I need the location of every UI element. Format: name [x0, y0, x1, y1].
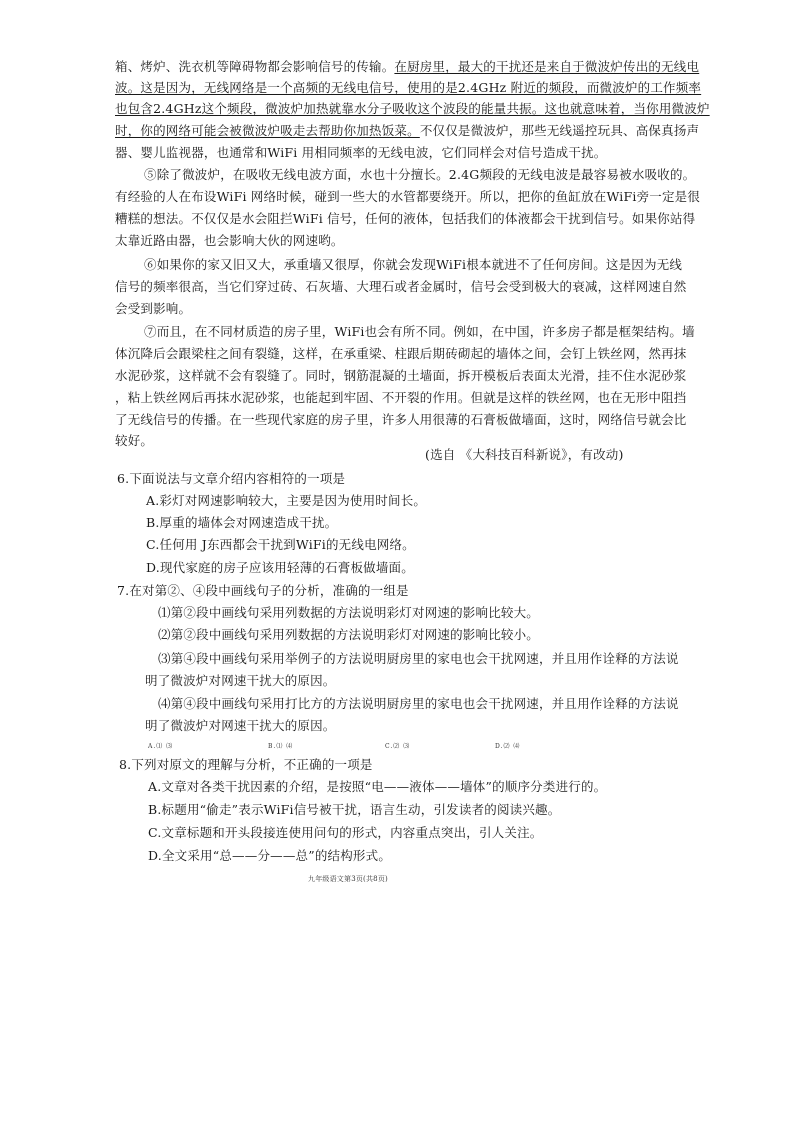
passage-line: ，粘上铁丝网后再抹水泥砂浆，也能起到牢固、不开裂的作用。但就是这样的铁丝网，也在无形中阻挡 [115, 390, 687, 405]
page-footer: 九年级语文第3页(共8页) [308, 875, 388, 883]
passage-line: 了无线信号的传播。在一些现代家庭的房子里，许多人用很薄的石膏板做墙面，这时，网络信号就会比 [115, 412, 687, 427]
passage-line: 水泥砂浆，这样就不会有裂缝了。同时，钢筋混凝的土墙面，拆开模板后表面太光滑，挂不住水泥砂浆 [115, 368, 687, 383]
passage-line: ⑦而且，在不同材质造的房子里，WiFi也会有所不同。例如，在中国，许多房子都是框架结构。墙 [144, 324, 695, 339]
choice-option: D.⑵ ⑷ [495, 743, 521, 750]
passage-line: 太靠近路由器，也会影响大伙的网速哟。 [115, 233, 344, 248]
answer-option: D.全文采用“总——分——总”的结构形式。 [148, 848, 392, 863]
answer-option: C.任何用 J东西都会干扰到WiFi的无线电网络。 [146, 537, 415, 552]
analysis-item: ⑷第④段中画线句采用打比方的方法说明厨房里的家电也会干扰网速，并且用作诠释的方法说 [158, 696, 679, 711]
passage-line: 有经验的人在布设WiFi 网络时候，碰到一些大的水管都要绕开。所以，把你的鱼缸放在WiFi旁一定是很 [115, 189, 701, 204]
passage-line: 信号的频率很高，当它们穿过砖、石灰墙、大理石或者金属时，信号会受到极大的衰减，这样网速自然 [115, 279, 687, 294]
passage-line: 会受到影响。 [115, 301, 192, 316]
analysis-item: 明了微波炉对网速干扰大的原因。 [145, 718, 336, 733]
answer-option: B.标题用“偷走”表示WiFi信号被干扰，语言生动，引发读者的阅读兴趣。 [148, 802, 561, 817]
analysis-item: 明了微波炉对网速干扰大的原因。 [145, 673, 336, 688]
passage-line: 时，你的网络可能会被微波炉吸走去帮助你加热饭菜。不仅仅是微波炉，那些无线遥控玩具、高保真扬声 [115, 123, 700, 138]
answer-option: C.文章标题和开头段接连使用问句的形式，内容重点突出，引人关注。 [148, 825, 543, 840]
choice-option: B.⑴ ⑷ [268, 743, 294, 750]
passage-line: 较好。 [115, 433, 154, 448]
answer-option: D.现代家庭的房子应该用轻薄的石膏板做墙面。 [146, 560, 414, 575]
analysis-item: ⑴第②段中画线句采用列数据的方法说明彩灯对网速的影响比较大。 [158, 605, 540, 620]
choice-option: C.⑵ ⑶ [385, 743, 411, 750]
passage-line: 也包含2.4GHz这个频段，微波炉加热就靠水分子吸收这个波段的能量共振。这也就意味着，当你用微波炉 [115, 101, 710, 116]
passage-line: 箱、烤炉、洗衣机等障碍物都会影响信号的传输。在厨房里，最大的干扰还是来自于微波炉传出的无线电 [115, 59, 700, 74]
passage-line: 糟糕的想法。不仅仅是水会阻拦WiFi 信号，任何的液体，包括我们的体液都会干扰到信号。如果你站得 [115, 211, 696, 226]
answer-option: A.文章对各类干扰因素的介绍，是按照“电——液体——墙体”的顺序分类进行的。 [148, 779, 607, 794]
analysis-item: ⑶第④段中画线句采用举例子的方法说明厨房里的家电也会干扰网速，并且用作诠释的方法说 [158, 651, 679, 666]
analysis-item: ⑵第②段中画线句采用列数据的方法说明彩灯对网速的影响比较小。 [158, 627, 540, 642]
answer-option: B.厚重的墙体会对网速造成干扰。 [146, 515, 338, 530]
question-stem: 7.在对第②、④段中画线句子的分析，准确的一组是 [117, 583, 409, 598]
choice-option: A.⑴ ⑶ [148, 743, 174, 750]
answer-option: A.彩灯对网速影响较大，主要是因为使用时间长。 [146, 493, 427, 508]
question-stem: 6.下面说法与文章介绍内容相符的一项是 [117, 471, 346, 486]
passage-line: 器、婴儿监视器，也通常和WiFi 用相同频率的无线电波，它们同样会对信号造成干扰。 [115, 145, 607, 160]
passage-line: ⑤除了微波炉，在吸收无线电波方面，水也十分擅长。2.4G频段的无线电波是最容易被水吸收的。 [144, 167, 696, 182]
question-stem: 8.下列对原文的理解与分析，不正确的一项是 [119, 757, 373, 772]
passage-line: 波。这是因为，无线网络是一个高频的无线电信号，使用的是2.4GHz 附近的频段，而微波炉的工作频率 [115, 80, 702, 95]
passage-line: ⑥如果你的家又旧又大，承重墙又很厚，你就会发现WiFi根本就进不了任何房间。这是因为无线 [144, 257, 683, 272]
passage-line: 体沉降后会跟梁柱之间有裂缝，这样，在承重梁、柱跟后期砖砌起的墙体之间，会钉上铁丝网，然再抹 [115, 346, 687, 361]
source-citation: (选自 《大科技百科新说》，有改动) [425, 447, 624, 462]
